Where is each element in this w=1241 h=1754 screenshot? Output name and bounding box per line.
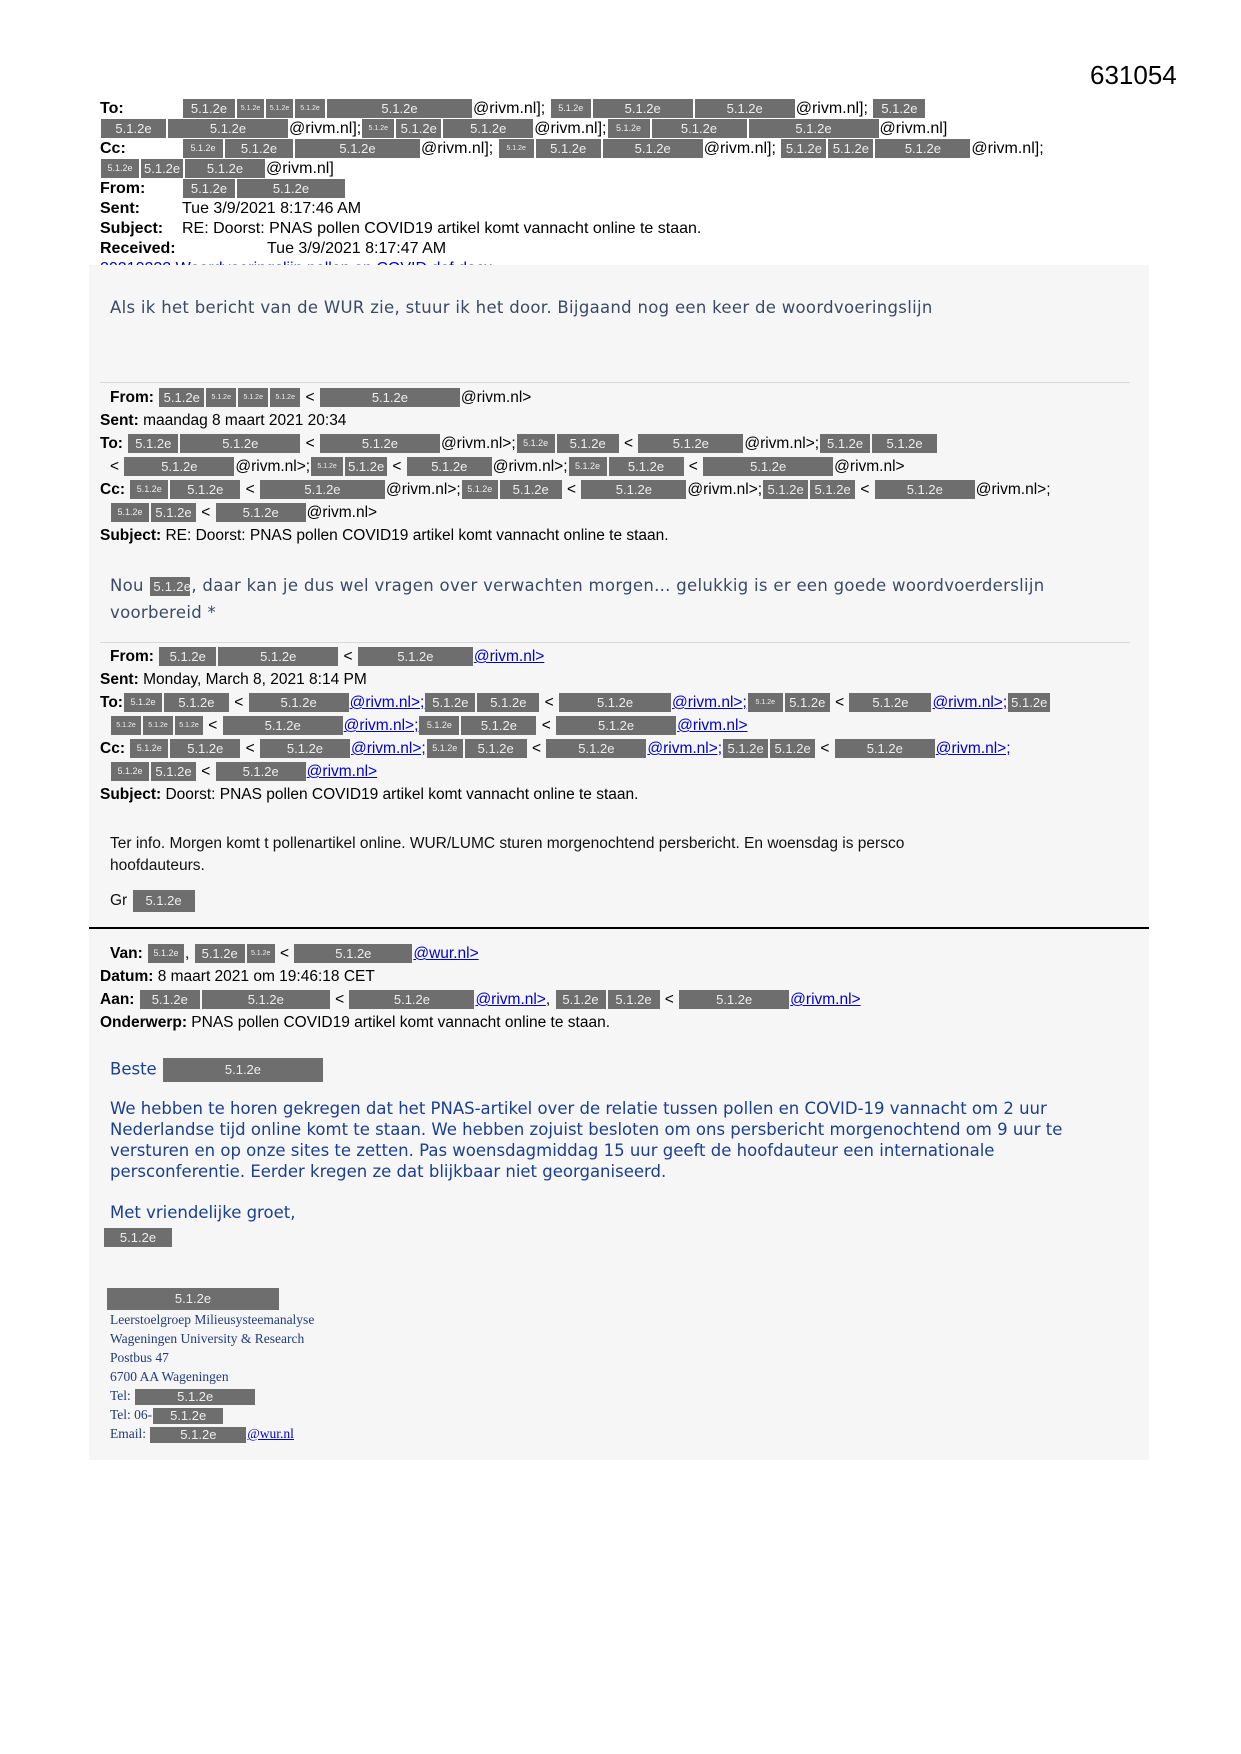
redaction: 5.1.2e [465,739,527,758]
h2-to-row: To: 5.1.2e 5.1.2e < 5.1.2e @rivm.nl>; 5.1.2e 5.1.2e < 5.1.2e @rivm.nl>; 5.1.2e 5.1.2e [100,432,1140,455]
received-value: Tue 3/9/2021 8:17:47 AM [267,240,447,257]
redaction: 5.1.2e [638,434,743,453]
rivm-link[interactable]: @rivm.nl>; [350,740,426,757]
redaction: 5.1.2e [159,388,204,407]
redaction: 5.1.2e [218,647,338,666]
redaction: 5.1.2e [396,119,441,138]
redaction: 5.1.2e [345,457,387,476]
redaction: 5.1.2e [124,457,234,476]
rivm-link[interactable]: @rivm.nl>; [343,717,419,734]
redaction: 5.1.2e [237,179,345,198]
redaction: 5.1.2e [810,480,855,499]
h4-datum-row [100,965,1140,988]
redaction: 5.1.2e [652,119,747,138]
redaction: 5.1.2e [151,503,196,522]
h4-onderwerp-label: Onderwerp: [100,1014,187,1031]
rivm-link[interactable]: @rivm.nl> [306,763,378,780]
to-row [100,99,1120,119]
redaction: 5.1.2e [260,739,350,758]
divider [100,642,1130,643]
redaction: 5.1.2e [266,99,293,118]
redaction: 5.1.2e [500,480,562,499]
redaction: 5.1.2e [183,139,223,158]
h4-onderwerp-row [100,1011,1140,1034]
h2-to-row-cont: < 5.1.2e @rivm.nl>; 5.1.2e 5.1.2e < 5.1.2e @rivm.nl>; 5.1.2e 5.1.2e < 5.1.2e @rivm.nl> [110,458,905,475]
redaction: 5.1.2e [828,139,873,158]
rivm-address: @rivm.nl] [266,160,334,177]
redaction: 5.1.2e [1008,693,1050,712]
divider [100,382,1130,383]
redaction: 5.1.2e [763,480,808,499]
wur-link[interactable]: @wur.nl> [413,945,479,962]
redaction: 5.1.2e [603,139,703,158]
message4-salutation: Beste [110,1059,157,1079]
h4-datum-label: Datum: [100,968,154,985]
redaction: 5.1.2e [163,1058,323,1082]
h4-aan-label: Aan: [100,991,135,1008]
redaction: 5.1.2e [425,693,475,712]
redaction: 5.1.2e [135,1389,255,1405]
redaction: 5.1.2e [180,434,300,453]
h3-to-row-cont: 5.1.2e 5.1.2e 5.1.2e < 5.1.2e @rivm.nl>; 5.1.2e 5.1.2e < 5.1.2e @rivm.nl> [100,714,1140,737]
sig-postbus: Postbus 47 [110,1350,169,1365]
to-row-cont [100,119,1120,139]
redaction: 5.1.2e [140,990,200,1009]
redaction: 5.1.2e [517,434,555,453]
message2-post: , daar kan je dus wel vragen over verwachten morgen... gelukkig is er een goede woordvoerderslijn [191,576,1045,595]
redaction: 5.1.2e [111,716,141,735]
message3-line2: hoofdauteurs. [110,857,205,874]
redaction: 5.1.2e [820,434,870,453]
sig-org: Wageningen University & Research [110,1331,305,1346]
redaction: 5.1.2e [170,739,240,758]
message4-body [110,1058,1062,1223]
redaction: 5.1.2e [749,119,879,138]
rivm-link[interactable]: @rivm.nl>; [932,694,1008,711]
sent-label: Sent: [100,200,140,217]
redaction: 5.1.2e [159,647,216,666]
rivm-address: @rivm.nl]; [421,140,494,157]
redaction: 5.1.2e [873,99,925,118]
sig-tel-label: Tel: [110,1388,131,1403]
h2-cc-label: Cc: [100,481,125,498]
redaction: 5.1.2e [295,99,325,118]
redaction: 5.1.2e [153,1408,223,1424]
h4-onderwerp-value: PNAS pollen COVID19 artikel komt vannacht online te staan. [191,1014,611,1031]
subject-value: RE: Doorst: PNAS pollen COVID19 artikel komt vannacht online te staan. [182,220,702,237]
redaction: 5.1.2e [168,119,288,138]
redaction: 5.1.2e [104,1228,172,1247]
redaction: 5.1.2e [427,739,463,758]
redaction: 5.1.2e [141,159,183,178]
received-row [100,239,1120,259]
redaction: 5.1.2e [461,716,536,735]
sig-email-link[interactable]: @wur.nl [247,1426,294,1441]
redaction: 5.1.2e [295,139,420,158]
redaction: 5.1.2e [183,99,235,118]
h2-cc-row: Cc: 5.1.2e 5.1.2e < 5.1.2e @rivm.nl>; 5.1.2e 5.1.2e < 5.1.2e @rivm.nl>; 5.1.2e 5.1.2e < 5.1.2e @rivm.nl>; [100,481,1051,498]
h2-to-label: To: [100,435,123,452]
rivm-address: @rivm.nl]; [971,140,1044,157]
received-label: Received: [100,240,176,257]
h3-from-row: From: 5.1.2e 5.1.2e < 5.1.2e @rivm.nl> [110,648,545,665]
redaction: 5.1.2e [225,139,293,158]
redaction: 5.1.2e [175,716,203,735]
redaction: 5.1.2e [130,739,168,758]
redaction: 5.1.2e [419,716,459,735]
subject-row [100,219,1120,239]
redaction: 5.1.2e [477,693,539,712]
rivm-link[interactable]: @rivm.nl> [475,991,546,1008]
redaction: 5.1.2e [270,388,300,407]
h3-cc-row-cont: 5.1.2e 5.1.2e < 5.1.2e @rivm.nl> [100,760,1140,783]
h2-subject-label: Subject: [100,527,162,544]
h2-subject-value: RE: Doorst: PNAS pollen COVID19 artikel komt vannacht online te staan. [165,527,669,544]
redaction: 5.1.2e [499,139,534,158]
message3-greeting: Gr [110,892,128,910]
sig-city: 6700 AA Wageningen [110,1369,229,1384]
message3-body [110,833,904,912]
to-label: To: [100,100,124,117]
redaction: 5.1.2e [170,480,240,499]
redaction: 5.1.2e [723,739,768,758]
rivm-link[interactable]: @rivm.nl> [473,648,545,665]
h2-from-label: From: [110,389,154,406]
message4-p3: versturen en op onze sites te zetten. Pas woensdagmiddag 15 uur geeft de hoofdauteur een internationale [110,1141,995,1160]
rivm-address: @rivm.nl> [834,458,905,475]
redaction: 5.1.2e [546,739,646,758]
redaction: 5.1.2e [407,457,492,476]
redaction: 5.1.2e [133,890,195,912]
rivm-address: @rivm.nl]; [795,100,868,117]
rivm-link[interactable]: @rivm.nl> [677,717,748,734]
redaction: 5.1.2e [327,99,472,118]
redaction: 5.1.2e [320,388,460,407]
redaction: 5.1.2e [216,503,306,522]
redaction: 5.1.2e [551,99,591,118]
header4 [100,942,1140,1034]
cc-row [100,139,1120,159]
rivm-address: @rivm.nl> [460,389,532,406]
redaction: 5.1.2e [609,457,684,476]
rivm-address: @rivm.nl>; [975,481,1051,498]
sent-row [100,199,1120,219]
h3-cc-row: Cc: 5.1.2e 5.1.2e < 5.1.2e @rivm.nl>; 5.1.2e 5.1.2e < 5.1.2e @rivm.nl>; 5.1.2e 5.1.2e < 5.1.2e @rivm.nl>; [100,740,1011,757]
redaction: 5.1.2e [781,139,826,158]
sig-dept: Leerstoelgroep Milieusysteemanalyse [110,1312,315,1327]
redaction: 5.1.2e [362,119,394,138]
from-label: From: [100,180,146,197]
redaction: 5.1.2e [294,944,412,963]
h4-datum-value: 8 maart 2021 om 19:46:18 CET [157,968,375,985]
rivm-address: @rivm.nl]; [534,120,607,137]
header2 [100,386,1140,547]
rivm-address: @rivm.nl>; [687,481,763,498]
h3-sent-value: Monday, March 8, 2021 8:14 PM [143,671,367,688]
redaction: 5.1.2e [260,480,385,499]
redaction: 5.1.2e [128,434,178,453]
redaction: 5.1.2e [875,139,970,158]
redaction: 5.1.2e [151,762,196,781]
h4-aan-row: Aan: 5.1.2e 5.1.2e < 5.1.2e @rivm.nl>, 5.1.2e 5.1.2e < 5.1.2e @rivm.nl> [100,991,861,1008]
h3-subject-value: Doorst: PNAS pollen COVID19 artikel komt vannacht online te staan. [165,786,639,803]
redaction: 5.1.2e [206,388,236,407]
rivm-address: @rivm.nl>; [492,458,568,475]
redaction: 5.1.2e [107,1288,279,1310]
message2-body [110,572,1045,626]
rivm-link[interactable]: @rivm.nl>; [647,740,723,757]
h4-van-label: Van: [110,945,143,962]
rivm-address: @rivm.nl]; [289,120,362,137]
redaction: 5.1.2e [556,990,606,1009]
redaction: 5.1.2e [143,716,173,735]
cc-row-cont [100,159,1120,179]
sig-tel2-label: Tel: 06- [110,1407,153,1422]
h3-to-label: To: [100,694,123,711]
redaction: 5.1.2e [581,480,686,499]
redaction: 5.1.2e [443,119,533,138]
redaction: 5.1.2e [569,457,607,476]
rivm-address: @rivm.nl>; [744,435,820,452]
rivm-address: @rivm.nl>; [235,458,311,475]
redaction: 5.1.2e [349,990,474,1009]
h2-subject-row [100,524,1140,547]
redaction: 5.1.2e [185,159,265,178]
message1-body: Als ik het bericht van de WUR zie, stuur ik het door. Bijgaand nog een keer de woordvoeringslijn [110,298,933,317]
redaction: 5.1.2e [748,693,783,712]
redaction: 5.1.2e [593,99,693,118]
rivm-address: @rivm.nl>; [385,481,461,498]
redaction: 5.1.2e [101,119,166,138]
redaction: 5.1.2e [311,457,343,476]
rivm-address: @rivm.nl>; [440,435,516,452]
redaction: 5.1.2e [148,944,184,963]
sent-value: Tue 3/9/2021 8:17:46 AM [182,200,362,217]
redaction: 5.1.2e [164,693,229,712]
redaction: 5.1.2e [111,762,149,781]
h3-sent-row [100,668,1140,691]
redaction: 5.1.2e [872,434,937,453]
message4-p4: persconferentie. Eerder kregen ze dat blijkbaar niet georganiseerd. [110,1162,667,1181]
subject-label: Subject: [100,220,164,237]
h2-sent-label: Sent: [100,412,139,429]
redaction: 5.1.2e [559,693,671,712]
redaction: 5.1.2e [101,159,139,178]
signature-block [110,1310,314,1443]
redaction: 5.1.2e [183,179,235,198]
redaction: 5.1.2e [875,480,975,499]
redaction: 5.1.2e [124,693,162,712]
h2-from-row: From: 5.1.2e 5.1.2e 5.1.2e 5.1.2e < 5.1.2e @rivm.nl> [110,389,532,406]
redaction: 5.1.2e [150,1427,246,1443]
sig-email-label: Email: [110,1426,146,1441]
header3 [100,645,1140,806]
rivm-address: @rivm.nl] [879,120,948,137]
redaction: 5.1.2e [695,99,795,118]
redaction: 5.1.2e [237,99,264,118]
redaction: 5.1.2e [849,693,931,712]
rivm-link[interactable]: @rivm.nl> [790,991,861,1008]
h2-cc-row-cont: 5.1.2e 5.1.2e < 5.1.2e @rivm.nl> [100,501,1140,524]
redaction: 5.1.2e [679,990,789,1009]
redaction: 5.1.2e [195,944,245,963]
h2-sent-value: maandag 8 maart 2021 20:34 [143,412,347,429]
redaction: 5.1.2e [608,119,650,138]
h3-sent-label: Sent: [100,671,139,688]
redaction: 5.1.2e [320,434,440,453]
redaction: 5.1.2e [247,944,275,963]
redaction: 5.1.2e [557,434,619,453]
redaction: 5.1.2e [202,990,330,1009]
redaction: 5.1.2e [835,739,935,758]
message2-line2: voorbereid * [110,603,217,622]
message3-line1: Ter info. Morgen komt t pollenartikel online. WUR/LUMC sturen morgenochtend persbericht. En woensdag is persco [110,835,905,852]
thread-separator [89,927,1149,929]
rivm-address: @rivm.nl]; [473,100,546,117]
rivm-address: @rivm.nl> [306,504,378,521]
message4-closing: Met vriendelijke groet, [110,1203,296,1222]
redaction: 5.1.2e [556,716,676,735]
message4-p2: Nederlandse tijd online komt te staan. We hebben zojuist besloten om ons persbericht morgenochtend om 9 uur te [110,1120,1063,1139]
redaction: 5.1.2e [238,388,268,407]
redaction: 5.1.2e [223,716,343,735]
h4-van-row: Van: 5.1.2e , 5.1.2e 5.1.2e < 5.1.2e @wur.nl> [110,945,479,962]
message2-pre: Nou [110,576,144,595]
top-email-header [100,99,1120,279]
redaction: 5.1.2e [130,480,168,499]
redaction: 5.1.2e [249,693,349,712]
from-row [100,179,1120,199]
redaction: 5.1.2e [216,762,306,781]
redaction: 5.1.2e [150,577,190,596]
rivm-link[interactable]: @rivm.nl>; [935,740,1011,757]
redaction: 5.1.2e [770,739,815,758]
h3-from-label: From: [110,648,154,665]
cc-label: Cc: [100,140,126,157]
redaction: 5.1.2e [608,990,660,1009]
redaction: 5.1.2e [536,139,601,158]
redaction: 5.1.2e [462,480,498,499]
h2-sent-row [100,409,1140,432]
h3-to-row: To: 5.1.2e 5.1.2e < 5.1.2e @rivm.nl>; 5.1.2e 5.1.2e < 5.1.2e @rivm.nl>; 5.1.2e 5.1.2e < 5.1.2e @rivm.nl>; 5.1.2e [100,691,1140,714]
document-number: 631054 [1090,60,1177,90]
rivm-link[interactable]: @rivm.nl>; [672,694,747,711]
h3-subject-label: Subject: [100,786,162,803]
rivm-address: @rivm.nl]; [703,140,776,157]
redaction: 5.1.2e [785,693,830,712]
h3-subject-row [100,783,1140,806]
redaction: 5.1.2e [111,503,149,522]
rivm-link[interactable]: @rivm.nl>; [349,694,425,711]
redaction: 5.1.2e [703,457,833,476]
h3-cc-label: Cc: [100,740,125,757]
message4-p1: We hebben te horen gekregen dat het PNAS-artikel over de relatie tussen pollen en COVID-19 vannacht om 2 uur [110,1099,1047,1118]
redaction: 5.1.2e [358,647,473,666]
